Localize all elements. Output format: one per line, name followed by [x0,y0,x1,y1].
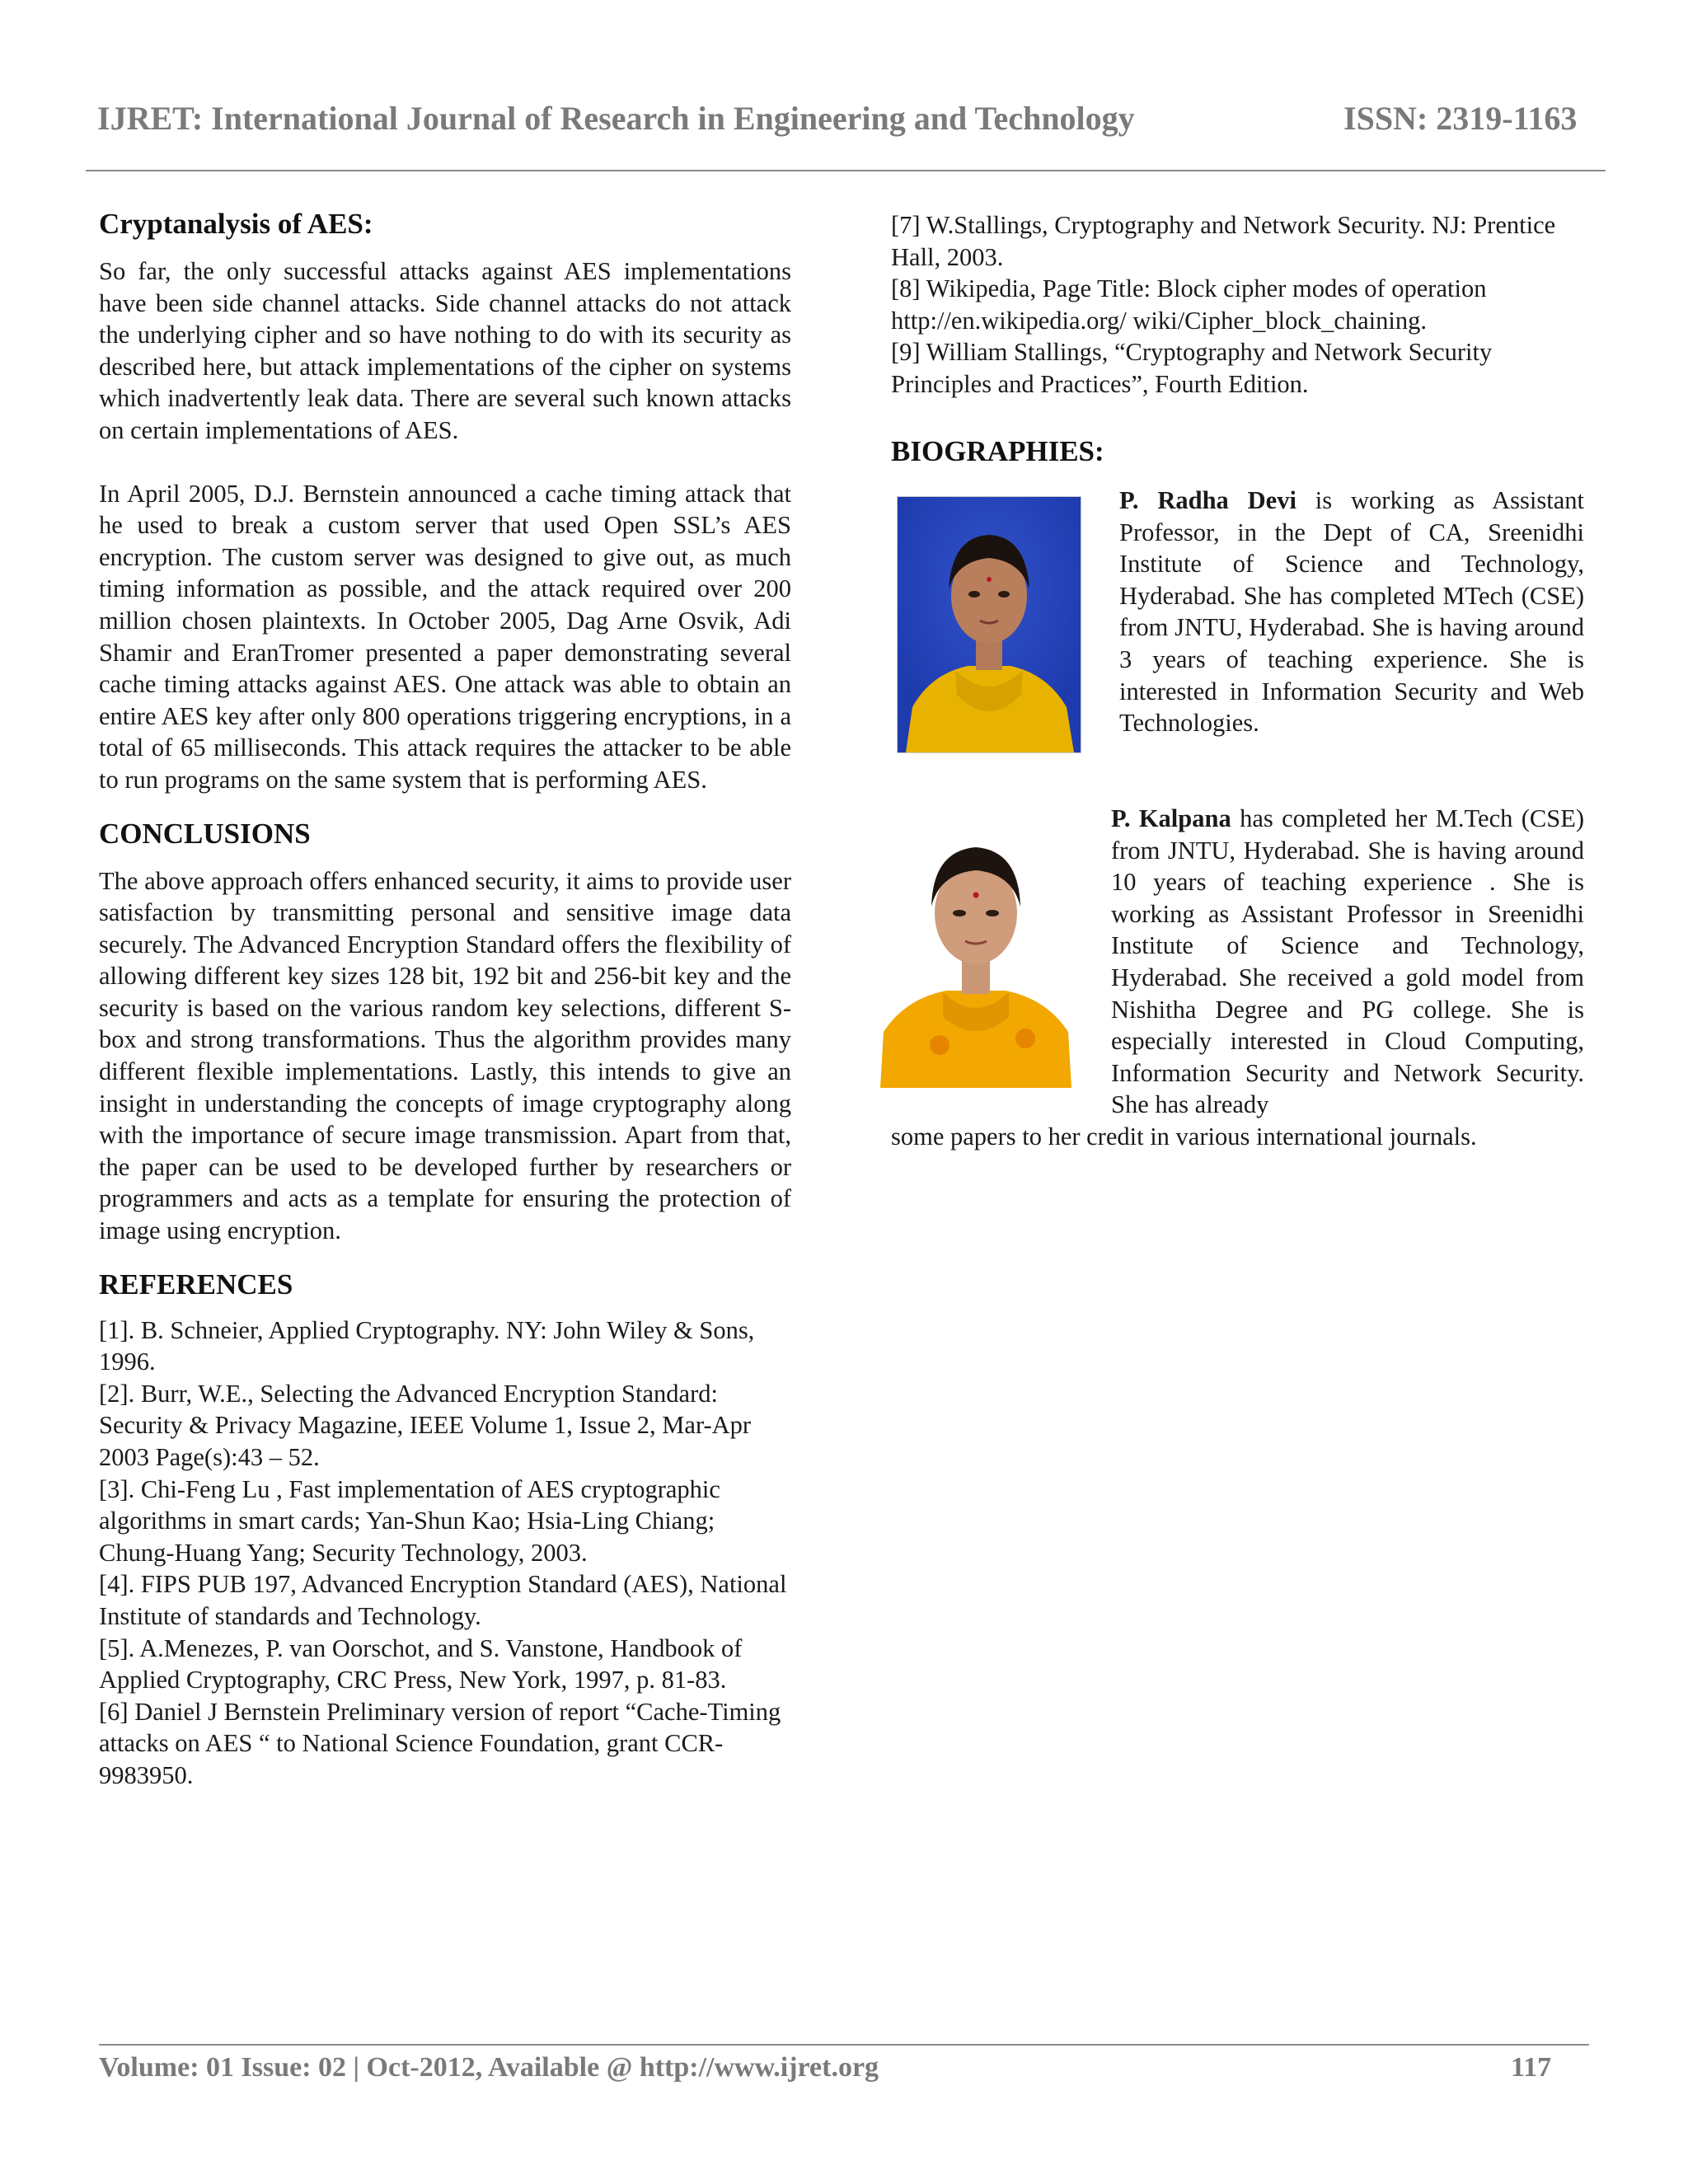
author-name-radha-devi: P. Radha Devi [1119,486,1296,514]
author-name-kalpana: P. Kalpana [1111,804,1231,832]
portrait-2-graphic [880,816,1071,1088]
reference-item: [3]. Chi-Feng Lu , Fast implementation of AES cryptographic algorithms in smart cards; Yan-Shun Kao; Hsia-Ling Chiang; Chung-Huang Yang; Security Technology, 2003. [99,1474,720,1567]
journal-issn: ISSN: 2319-1163 [1343,100,1578,137]
biography-radha-devi [1119,485,1584,739]
left-column [99,208,791,1792]
page-number: 117 [1511,2052,1552,2083]
footer-divider [99,2044,1589,2046]
references-list [99,1315,791,1792]
author-photo-kalpana [880,816,1071,1088]
biography-text-radha-devi: is working as Assistant Professor, in the Dept of CA, Sreenidhi Institute of Science and Technology, Hyderabad. She has completed MTech (CSE) from JNTU, Hyderabad. She is having around 3 years of teaching experience. She is interested in Information Security and Web Technologies. [1119,486,1584,738]
author-photo-radha-devi [897,496,1081,753]
reference-item: [4]. FIPS PUB 197, Advanced Encryption Standard (AES), National Institute of standards and Technology. [99,1570,787,1630]
reference-item: [8] Wikipedia, Page Title: Block cipher modes of operation http://en.wikipedia.org/ wiki/Cipher_block_chaining. [891,274,1487,335]
cryptanalysis-paragraph-2: In April 2005, D.J. Bernstein announced a cache timing attack that he used to break a custom server that used Open SSL’s AES encryption. The custom server was designed to give out, as much timing information as possible, and the attack required over 200 million chosen plaintexts. In October 2005, Dag Arne Osvik, Adi Shamir and EranTromer presented a paper demonstrating several cache timing attacks against AES. One attack was able to obtain an entire AES key after only 800 operations triggering encryptions, in a total of 65 milliseconds. This attack requires the attacker to be able to run programs on the same system that is performing AES. [99,479,791,794]
reference-item: [1]. B. Schneier, Applied Cryptography. NY: John Wiley & Sons, 1996. [99,1315,755,1376]
biography-text-kalpana: has completed her M.Tech (CSE) from JNTU, Hyderabad. She is having around 10 years of teaching experience . She is working as Assistant Professor in Sreenidhi Institute of Science and Technology, Hyderabad. She received a gold model from Nishitha Degree and PG college. She is especially interested in Cloud Computing, Information Security and Network Security. She has already [1111,804,1584,1119]
section-heading-references: REFERENCES [99,1268,293,1301]
section-heading-biographies: BIOGRAPHIES: [891,435,1104,467]
footer-volume-info: Volume: 01 Issue: 02 | Oct-2012, Available @ http://www.ijret.org [99,2052,879,2083]
section-heading-conclusions: CONCLUSIONS [99,817,311,850]
reference-item: [5]. A.Menezes, P. van Oorschot, and S. Vanstone, Handbook of Applied Cryptography, CRC Press, New York, 1997, p. 81-83. [99,1633,743,1694]
biography-kalpana-continued: some papers to her credit in various international journals. [891,1122,1477,1151]
conclusions-paragraph: The above approach offers enhanced security, it aims to provide user satisfaction by transmitting personal and sensitive image data securely. The Advanced Encryption Standard offers the flexibility of allowing different key sizes 128 bit, 192 bit and 256-bit key and the security is based on the various random key selections, different S-box and strong transformations. Thus the algorithm provides many different flexible implementations. Lastly, this intends to give an insight in understanding the concepts of image cryptography along with the importance of secure image transmission. Apart from that, the paper can be used to be developed further by researchers or programmers and acts as a template for ensuring the protection of image using encryption. [99,866,791,1245]
section-heading-cryptanalysis: Cryptanalysis of AES: [99,208,373,240]
reference-item: [2]. Burr, W.E., Selecting the Advanced Encryption Standard: Security & Privacy Magazine, IEEE Volume 1, Issue 2, Mar-Apr 2003 Page(s):43 – 52. [99,1379,752,1471]
reference-item: [7] W.Stallings, Cryptography and Network Security. NJ: Prentice Hall, 2003. [891,211,1556,271]
header-divider [86,170,1606,171]
journal-header-title: IJRET: International Journal of Research in Engineering and Technology [97,100,1135,137]
reference-item: [9] William Stallings, “Cryptography and Network Security Principles and Practices”, Fourth Edition. [891,338,1493,398]
biography-kalpana [1111,803,1584,1121]
reference-item: [6] Daniel J Bernstein Preliminary version of report “Cache-Timing attacks on AES “ to National Science Foundation, grant CCR-9983950. [99,1697,781,1789]
right-column-references [891,209,1583,401]
cryptanalysis-paragraph-1: So far, the only successful attacks against AES implementations have been side channel attacks. Side channel attacks do not attack the underlying cipher and so have nothing to do with its security as described here, but attack implementations of the cipher on systems which inadvertently leak data. There are several such known attacks on certain implementations of AES. [99,257,791,444]
portrait-1-graphic [898,497,1081,752]
